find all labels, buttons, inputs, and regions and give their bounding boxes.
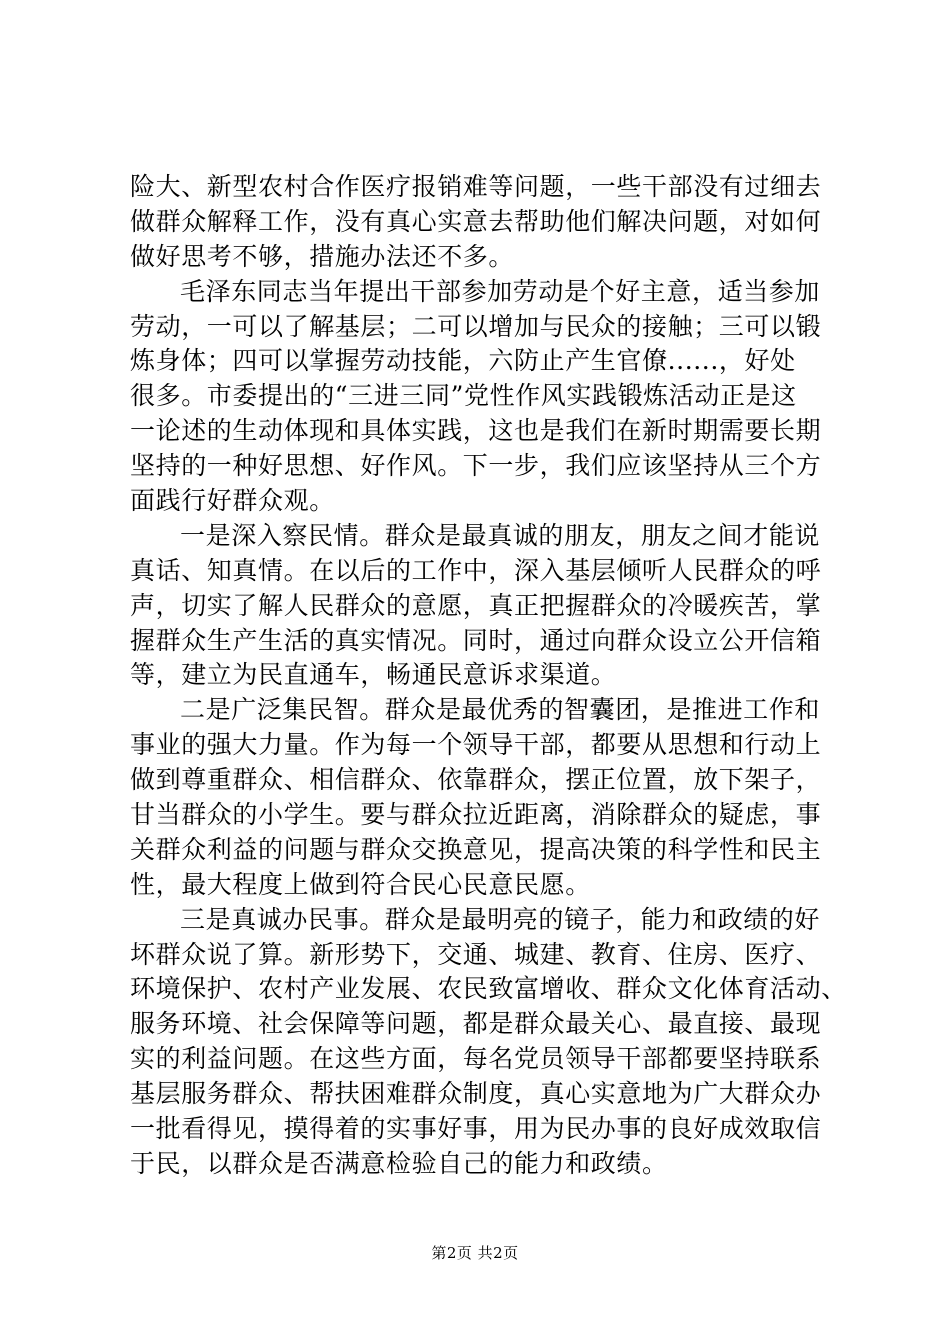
paragraph-point-two bbox=[130, 693, 830, 902]
text-line: 面践行好群众观。 bbox=[130, 486, 335, 516]
text-line: 险大、新型农村合作医疗报销难等问题，一些干部没有过细去 bbox=[130, 172, 822, 201]
text-line: 坏群众说了算。新形势下，交通、城建、教育、住房、医疗、 bbox=[130, 939, 822, 969]
text-line: 毛泽东同志当年提出干部参加劳动是个好主意，适当参加 bbox=[180, 276, 821, 306]
text-line: 做到尊重群众、相信群众、依靠群众，摆正位置，放下架子， bbox=[130, 765, 822, 795]
text-line: 甘当群众的小学生。要与群众拉近距离，消除群众的疑虑，事 bbox=[130, 800, 822, 830]
text-line: 握群众生产生活的真实情况。同时，通过向群众设立公开信箱 bbox=[130, 625, 822, 655]
text-line: 环境保护、农村产业发展、农民致富增收、群众文化体育活动、 bbox=[130, 974, 847, 1004]
text-line: 二是广泛集民智。群众是最优秀的智囊团，是推进工作和 bbox=[180, 695, 821, 725]
text-line: 性，最大程度上做到符合民心民意民愿。 bbox=[130, 869, 591, 899]
text-line: 真话、知真情。在以后的工作中，深入基层倾听人民群众的呼 bbox=[130, 555, 822, 585]
text-line: 声，切实了解人民群众的意愿，真正把握群众的冷暖疾苦，掌 bbox=[130, 590, 822, 620]
paragraph-continuation bbox=[130, 170, 830, 275]
text-line: 做群众解释工作，没有真心实意去帮助他们解决问题，对如何 bbox=[130, 206, 822, 236]
text-line: 三是真诚办民事。群众是最明亮的镜子，能力和政绩的好 bbox=[180, 904, 821, 934]
paragraph-mao-labor bbox=[130, 275, 830, 519]
text-line: 炼身体；四可以掌握劳动技能，六防止产生官僚......，好处 bbox=[130, 346, 796, 376]
text-line: 于民，以群众是否满意检验自己的能力和政绩。 bbox=[130, 1148, 668, 1178]
text-line: 做好思考不够，措施办法还不多。 bbox=[130, 241, 515, 271]
text-line: 一批看得见，摸得着的实事好事，用为民办事的良好成效取信 bbox=[130, 1114, 822, 1144]
text-line: 事业的强大力量。作为每一个领导干部，都要从思想和行动上 bbox=[130, 730, 822, 760]
text-line: 一是深入察民情。群众是最真诚的朋友，朋友之间才能说 bbox=[180, 520, 821, 550]
text-line: 基层服务群众、帮扶困难群众制度，真心实意地为广大群众办 bbox=[130, 1079, 822, 1109]
text-line: 实的利益问题。在这些方面，每名党员领导干部都要坚持联系 bbox=[130, 1044, 822, 1074]
text-line: 一论述的生动体现和具体实践，这也是我们在新时期需要长期 bbox=[130, 416, 822, 446]
paragraph-point-one bbox=[130, 519, 830, 693]
page-footer: 第2页 共2页 bbox=[431, 1244, 519, 1262]
document-body bbox=[130, 170, 847, 1182]
paragraph-point-three bbox=[130, 903, 847, 1182]
text-line: 很多。市委提出的“三进三同”党性作风实践锻炼活动正是这 bbox=[130, 381, 797, 411]
text-line: 等，建立为民直通车，畅通民意诉求渠道。 bbox=[130, 660, 617, 690]
text-line: 劳动，一可以了解基层；二可以增加与民众的接触；三可以锻 bbox=[130, 311, 822, 341]
text-line: 服务环境、社会保障等问题，都是群众最关心、最直接、最现 bbox=[130, 1009, 822, 1039]
text-line: 坚持的一种好思想、好作风。下一步，我们应该坚持从三个方 bbox=[130, 451, 822, 481]
text-line: 关群众利益的问题与群众交换意见，提高决策的科学性和民主 bbox=[130, 834, 822, 864]
